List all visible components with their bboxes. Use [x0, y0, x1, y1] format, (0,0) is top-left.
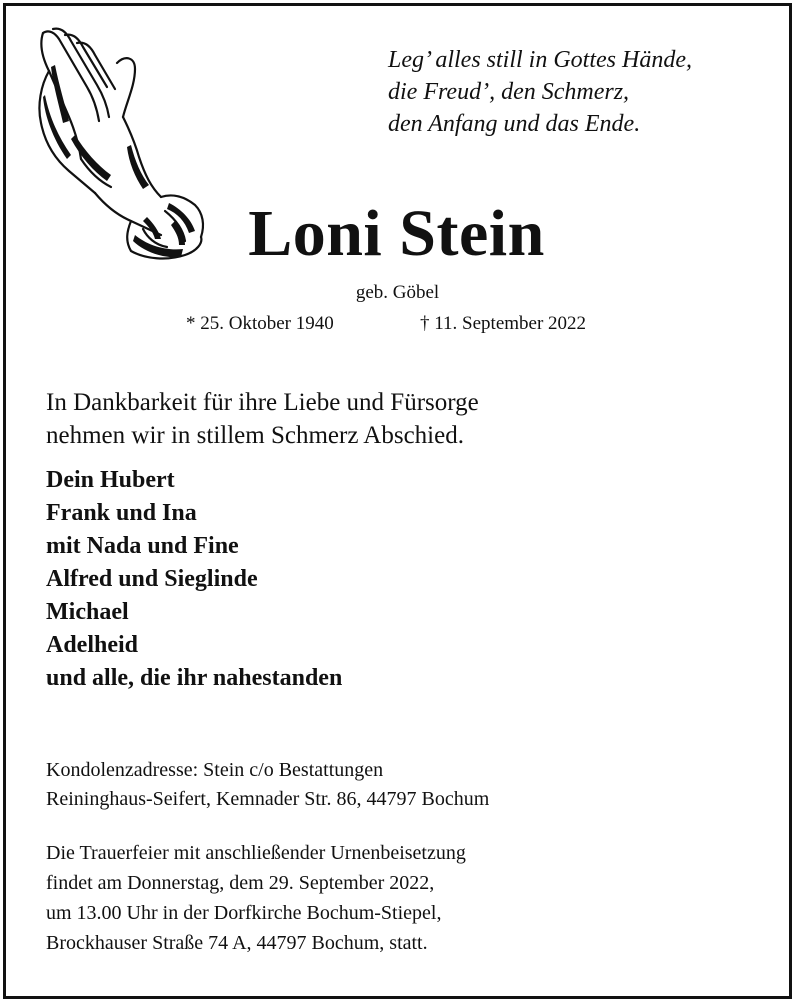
mourner: Adelheid — [46, 632, 139, 658]
birth-date: * 25. Oktober 1940 — [186, 313, 334, 334]
farewell-line: In Dankbarkeit für ihre Liebe und Fürsorge — [46, 389, 479, 416]
condolence-line: Kondolenzadresse: Stein c/o Bestattungen — [46, 759, 384, 781]
deceased-name-row — [0, 196, 795, 272]
funeral-line: um 13.00 Uhr in der Dorfkirche Bochum-Stiepel, — [46, 902, 442, 924]
poem-line: Leg’ alles still in Gottes Hände, — [388, 47, 692, 73]
death-date: † 11. September 2022 — [420, 313, 587, 334]
condolence-address — [46, 756, 489, 814]
mourner: Dein Hubert — [46, 467, 175, 493]
condolence-line: Reininghaus-Seifert, Kemnader Str. 86, 44797 Bochum — [46, 788, 490, 810]
poem-line: die Freud’, den Schmerz, — [388, 79, 630, 105]
mourner: Alfred und Sieglinde — [46, 566, 258, 592]
farewell-text — [46, 386, 479, 452]
mourner: mit Nada und Fine — [46, 533, 239, 559]
farewell-line: nehmen wir in stillem Schmerz Abschied. — [46, 422, 464, 449]
mourner: Michael — [46, 599, 129, 625]
deceased-name: Loni Stein — [248, 197, 545, 270]
mourner: Frank und Ina — [46, 500, 197, 526]
funeral-details — [46, 838, 466, 958]
poem-line: den Anfang und das Ende. — [388, 111, 641, 137]
mourner: und alle, die ihr nahestanden — [46, 665, 343, 691]
mourners-list — [46, 464, 342, 695]
funeral-line: findet am Donnerstag, dem 29. September 2022, — [46, 872, 435, 894]
funeral-line: Brockhauser Straße 74 A, 44797 Bochum, statt. — [46, 932, 428, 954]
maiden-name: geb. Göbel — [355, 282, 440, 303]
funeral-line: Die Trauerfeier mit anschließender Urnenbeisetzung — [46, 842, 466, 864]
poem — [388, 44, 692, 140]
